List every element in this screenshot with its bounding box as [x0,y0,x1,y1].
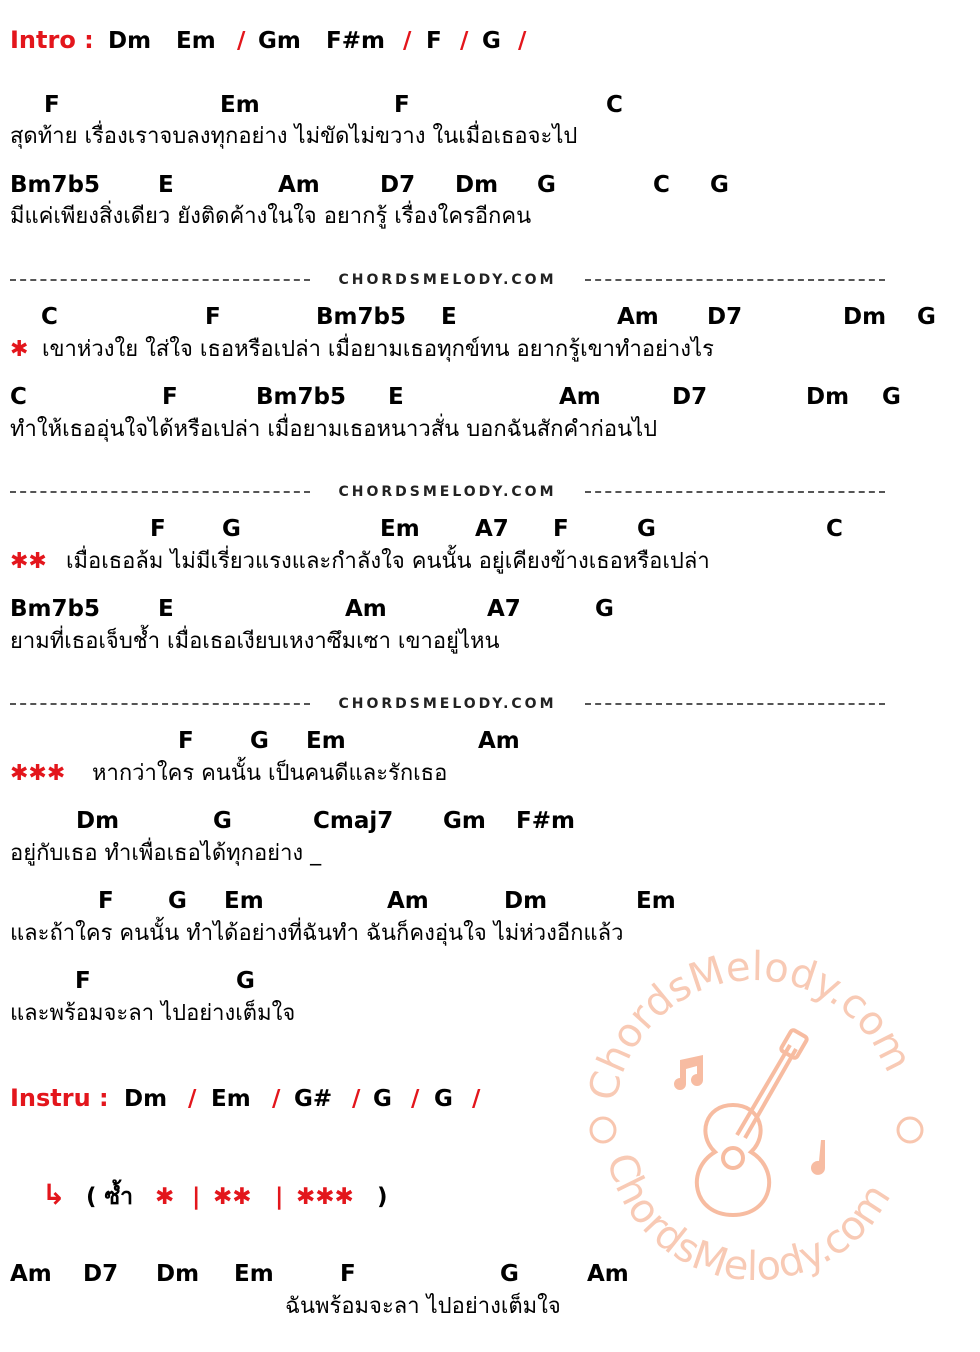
intro-chord: F [426,28,442,54]
chord: Em [220,92,260,118]
chord: A7 [487,596,521,622]
chord: Am [587,1261,629,1287]
chord: C [653,172,670,198]
lyric-line: ฉันพร้อมจะลา ไปอย่างเต็มใจ [285,1294,561,1319]
chord: G [595,596,614,622]
repeat-open: ( ซ้ำ [86,1184,134,1210]
chord: G [710,172,729,198]
repeat-bar: | [192,1184,201,1210]
repeat-arrow-icon: ↳ [42,1178,66,1211]
lyric-line: เมื่อเธอล้ม ไม่มีเรี่ยวแรงและกำลังใจ คนนั้น อยู่เคียงข้างเธอหรือเปล่า [66,549,710,574]
separator-site-text: CHORDSMELODY.COM [338,696,557,712]
watermark-text-top: ChordsMelody.com [585,943,921,1105]
lyric-line: สุดท้าย เรื่องเราจบลงทุกอย่าง ไม่ขัดไม่ขวาง ในเมื่อเธอจะไป [10,124,578,149]
repeat-marker-1: ✱ [155,1184,175,1210]
lyric-line: มีแค่เพียงสิ่งเดียว ยังติดค้างในใจ อยากรู้ เรื่องใครอีกคน [10,204,532,229]
instru-slash: / [272,1086,281,1112]
intro-chord: G [482,28,501,54]
intro-slash: / [403,28,412,54]
intro-chord: Em [176,28,216,54]
chord: G [637,516,656,542]
chord: Bm7b5 [316,304,406,330]
intro-chord: Dm [108,28,152,54]
chord: F [150,516,166,542]
instru-chord: Em [211,1086,251,1112]
instru-chord: G [373,1086,392,1112]
intro-chord: Gm [258,28,301,54]
chord: C [606,92,623,118]
chord: F [162,384,178,410]
repeat-bar: | [275,1184,284,1210]
lyric-line: ทำให้เธออุ่นใจได้หรือเปล่า เมื่อยามเธอหนาวสั่น บอกฉันสักคำก่อนไป [10,417,658,442]
lyric-line: และถ้าใคร คนนั้น ทำได้อย่างที่ฉันทำ ฉันก็คงอุ่นใจ ไม่ห่วงอีกแล้ว [10,921,624,946]
chord: E [158,172,174,198]
intro-slash: / [237,28,246,54]
chord: Am [617,304,659,330]
section-separator [10,482,885,502]
chord: G [500,1261,519,1287]
instru-slash: / [472,1086,481,1112]
instru-chord: G# [294,1086,333,1112]
section-marker-1: ✱ [10,337,29,362]
chord: Em [306,728,346,754]
chord: G [537,172,556,198]
chord: Bm7b5 [10,596,100,622]
chord: Gm [443,808,486,834]
instru-label: Instru : [10,1084,109,1112]
chord: G [250,728,269,754]
instru-slash: / [411,1086,420,1112]
repeat-marker-2: ✱✱ [213,1184,252,1210]
intro-slash: / [460,28,469,54]
lyric-line: ยามที่เธอเจ็บช้ำ เมื่อเธอเงียบเหงาซึมเซา เขาอยู่ไหน [10,629,500,654]
chord: C [826,516,843,542]
chord: C [41,304,58,330]
chord: E [441,304,457,330]
instru-chord: Dm [124,1086,168,1112]
guitar-icon [697,1029,808,1215]
chord: Dm [504,888,548,914]
lyric-line: เขาห่วงใย ใส่ใจ เธอหรือเปล่า เมื่อยามเธอทุกข์ทน อยากรู้เขาทำอย่างไร [42,337,714,362]
chord: Am [278,172,320,198]
section-separator [10,694,885,714]
chord: Em [380,516,420,542]
chord: Dm [806,384,850,410]
chord: Bm7b5 [10,172,100,198]
repeat-marker-3: ✱✱✱ [296,1184,354,1210]
chord: Am [10,1261,52,1287]
chord: G [882,384,901,410]
chord: F [178,728,194,754]
chord: G [222,516,241,542]
chord: F [394,92,410,118]
section-separator [10,270,885,290]
instru-slash: / [188,1086,197,1112]
chord: G [168,888,187,914]
chord: Em [234,1261,274,1287]
section-marker-3: ✱✱✱ [10,761,66,786]
chord: Dm [156,1261,200,1287]
chord: F#m [516,808,575,834]
chord: Cmaj7 [313,808,394,834]
chord: G [236,968,255,994]
chord: E [388,384,404,410]
chord: D7 [672,384,708,410]
chord: Bm7b5 [256,384,346,410]
chord: Am [345,596,387,622]
chordsmelody-watermark-logo [585,930,925,1320]
chord: D7 [83,1261,119,1287]
chord: F [44,92,60,118]
instru-slash: / [352,1086,361,1112]
chord: G [213,808,232,834]
intro-slash: / [518,28,527,54]
chord: Dm [455,172,499,198]
chord: F [340,1261,356,1287]
lyric-line: และพร้อมจะลา ไปอย่างเต็มใจ [10,1001,296,1026]
chord: C [10,384,27,410]
chord: Dm [76,808,120,834]
watermark-svg [585,930,925,1320]
separator-site-text: CHORDSMELODY.COM [338,272,557,288]
chord: F [75,968,91,994]
chord: G [917,304,936,330]
chord: Dm [843,304,887,330]
chord: F [205,304,221,330]
lyric-line: อยู่กับเธอ ทำเพื่อเธอได้ทุกอย่าง _ [10,841,322,866]
intro-chord: F#m [326,28,385,54]
chord: Em [224,888,264,914]
chord: Am [478,728,520,754]
chord: F [553,516,569,542]
watermark-text-bottom: ChordsMelody.com [597,1148,900,1291]
separator-site-text: CHORDSMELODY.COM [338,484,557,500]
chord: Am [387,888,429,914]
repeat-close: ) [377,1184,388,1210]
chord: D7 [707,304,743,330]
section-marker-2: ✱✱ [10,549,47,574]
lyric-line: หากว่าใคร คนนั้น เป็นคนดีและรักเธอ [92,761,448,786]
chord: A7 [475,516,509,542]
chord: Am [559,384,601,410]
chord: F [98,888,114,914]
instru-chord: G [434,1086,453,1112]
chord: Em [636,888,676,914]
chord: D7 [380,172,416,198]
intro-label: Intro : [10,26,94,54]
chord: E [158,596,174,622]
